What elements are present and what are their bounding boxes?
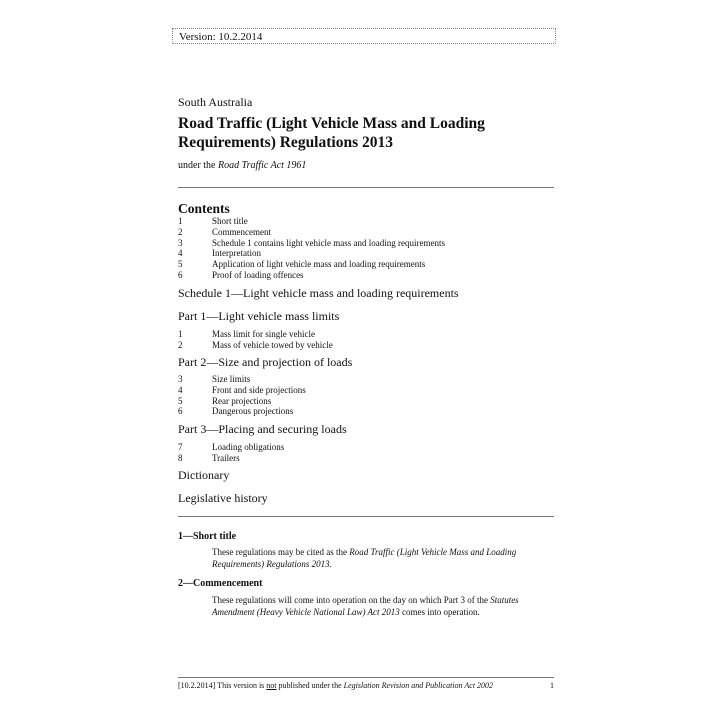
toc-main-list bbox=[178, 216, 445, 281]
toc-number: 2 bbox=[178, 226, 183, 237]
footer-notice bbox=[178, 681, 493, 690]
toc-number: 3 bbox=[178, 374, 183, 384]
toc-item[interactable] bbox=[178, 227, 445, 238]
toc-text: Size limits bbox=[212, 374, 251, 384]
toc-text: Rear projections bbox=[212, 395, 272, 406]
toc-schedule-heading[interactable]: Schedule 1—Light vehicle mass and loading requirements bbox=[178, 286, 459, 300]
toc-legislative-history[interactable]: Legislative history bbox=[178, 491, 268, 505]
section-1-body bbox=[212, 547, 552, 570]
page-footer bbox=[178, 681, 554, 690]
toc-number: 8 bbox=[178, 452, 183, 463]
jurisdiction: South Australia bbox=[178, 95, 253, 109]
toc-item[interactable] bbox=[178, 385, 306, 396]
footer-act: Legislation Revision and Publication Act 2002 bbox=[343, 681, 494, 690]
toc-part3-list bbox=[178, 442, 284, 464]
toc-item[interactable] bbox=[178, 270, 445, 281]
section-2-heading: 2—Commencement bbox=[178, 578, 263, 589]
section-2-act: Statutes Amendment (Heavy Vehicle National Law) Act 2013 bbox=[212, 595, 519, 617]
toc-item[interactable] bbox=[178, 406, 306, 417]
toc-part2-list bbox=[178, 374, 306, 417]
document-title: Road Traffic (Light Vehicle Mass and Loading Requirements) Regulations 2013 bbox=[178, 115, 485, 151]
toc-part2-heading[interactable]: Part 2—Size and projection of loads bbox=[178, 355, 353, 369]
toc-item[interactable] bbox=[178, 374, 306, 385]
version-box bbox=[172, 28, 556, 44]
toc-number: 7 bbox=[178, 442, 183, 452]
toc-number: 4 bbox=[178, 384, 183, 395]
toc-part1-heading[interactable]: Part 1—Light vehicle mass limits bbox=[178, 309, 340, 323]
section-1-citation: Road Traffic (Light Vehicle Mass and Loading Requirements) Regulations 2013 bbox=[212, 547, 517, 569]
section-1-suffix: . bbox=[329, 558, 332, 569]
section-2-suffix: comes into operation. bbox=[399, 606, 480, 617]
page-number: 1 bbox=[550, 681, 554, 690]
toc-number: 1 bbox=[178, 329, 183, 339]
toc-item[interactable] bbox=[178, 329, 333, 340]
toc-number: 2 bbox=[178, 339, 183, 350]
toc-text: Application of light vehicle mass and loading requirements bbox=[212, 259, 426, 270]
toc-number: 3 bbox=[178, 237, 183, 248]
toc-item[interactable] bbox=[178, 259, 445, 270]
section-2-text: These regulations will come into operation on the day on which Part 3 of the bbox=[212, 595, 491, 605]
toc-item[interactable] bbox=[178, 216, 445, 227]
enabling-act: Road Traffic Act 1961 bbox=[218, 160, 307, 171]
toc-text: Proof of loading offences bbox=[212, 269, 304, 280]
section-1-heading: 1—Short title bbox=[178, 531, 237, 542]
contents-heading: Contents bbox=[178, 201, 230, 216]
toc-dictionary[interactable]: Dictionary bbox=[178, 468, 230, 482]
divider-middle bbox=[178, 516, 554, 517]
toc-item[interactable] bbox=[178, 238, 445, 249]
toc-text: Schedule 1 contains light vehicle mass and loading requirements bbox=[212, 237, 445, 248]
toc-number: 6 bbox=[178, 406, 183, 417]
toc-text: Commencement bbox=[212, 226, 271, 237]
toc-number: 5 bbox=[178, 395, 183, 406]
toc-item[interactable] bbox=[178, 396, 306, 407]
toc-text: Loading obligations bbox=[212, 442, 285, 452]
footer-not: not bbox=[266, 681, 277, 690]
toc-part1-list bbox=[178, 329, 333, 351]
toc-number: 4 bbox=[178, 248, 183, 259]
divider-top bbox=[178, 187, 554, 188]
section-2-body bbox=[212, 595, 552, 618]
section-1-text: These regulations may be cited as the bbox=[212, 547, 350, 557]
toc-number: 1 bbox=[178, 216, 183, 226]
toc-text: Front and side projections bbox=[212, 384, 306, 395]
toc-text: Mass of vehicle towed by vehicle bbox=[212, 339, 333, 350]
toc-number: 5 bbox=[178, 259, 183, 270]
toc-part3-heading[interactable]: Part 3—Placing and securing loads bbox=[178, 422, 347, 436]
toc-item[interactable] bbox=[178, 442, 284, 453]
toc-item[interactable] bbox=[178, 248, 445, 259]
toc-text: Short title bbox=[212, 216, 248, 226]
toc-text: Mass limit for single vehicle bbox=[212, 329, 315, 339]
footer-text-2: published under the bbox=[276, 681, 344, 690]
toc-text: Dangerous projections bbox=[212, 406, 294, 417]
under-prefix: under the bbox=[178, 160, 218, 171]
toc-item[interactable] bbox=[178, 453, 284, 464]
toc-text: Trailers bbox=[212, 452, 240, 463]
enabling-act-line bbox=[178, 160, 306, 171]
toc-item[interactable] bbox=[178, 340, 333, 351]
toc-text: Interpretation bbox=[212, 248, 261, 259]
version-label: Version: 10.2.2014 bbox=[179, 31, 263, 43]
footer-divider bbox=[178, 677, 554, 678]
footer-text-1: This version is bbox=[215, 681, 267, 690]
toc-number: 6 bbox=[178, 269, 183, 280]
footer-date: [10.2.2014] bbox=[178, 681, 216, 690]
